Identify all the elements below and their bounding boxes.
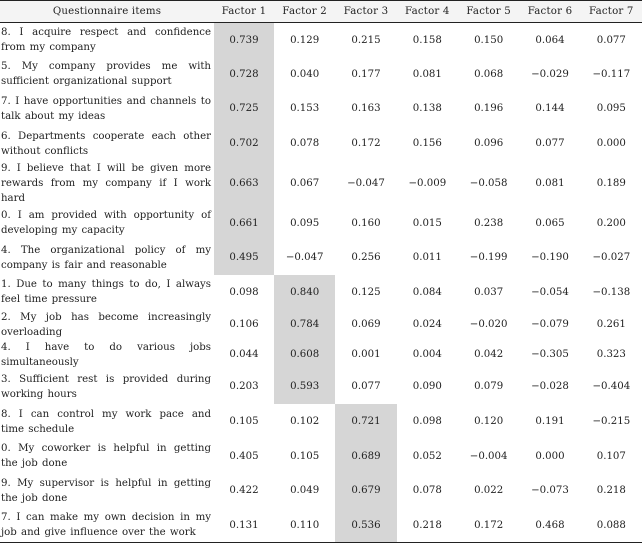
table-row (0, 310, 642, 340)
table-row (0, 92, 642, 127)
table-row (0, 126, 642, 161)
loading-value-factor-6: −0.029 (531, 68, 569, 80)
loading-value-factor-4: 0.156 (412, 138, 442, 150)
loading-value-factor-6: 0.077 (535, 138, 565, 150)
loading-value-factor-1: 0.105 (229, 416, 259, 428)
loading-value-factor-6: −0.054 (531, 286, 569, 298)
loading-value-factor-3: 0.160 (351, 217, 381, 229)
loading-value-factor-2: 0.784 (274, 310, 335, 340)
header-factor-1: Factor 1 (214, 1, 274, 23)
table-body (0, 23, 642, 543)
loading-value-factor-7: 0.088 (581, 508, 642, 543)
loading-value-factor-3: 0.679 (335, 473, 396, 508)
loading-value-factor-4: 0.024 (412, 319, 442, 331)
loading-value-factor-4: 0.218 (397, 508, 458, 543)
header-factor-4: Factor 4 (397, 1, 458, 23)
loading-value-factor-6: 0.191 (535, 416, 565, 428)
loading-value-factor-4: 0.052 (412, 450, 442, 462)
loading-value-factor-5: 0.022 (474, 485, 504, 497)
loading-value-factor-5: 0.172 (458, 508, 519, 543)
loading-value-factor-3: 0.172 (351, 138, 381, 150)
loading-value-factor-2: 0.078 (290, 138, 320, 150)
loading-value-factor-1: 0.725 (214, 92, 274, 127)
loading-value-factor-1: 0.661 (214, 206, 274, 241)
questionnaire-item: 7. I have opportunities and channels to talk about my ideas (1, 95, 211, 122)
loading-value-factor-7: 0.107 (596, 450, 626, 462)
loading-value-factor-5: −0.199 (469, 252, 508, 264)
loading-value-factor-3: 0.256 (351, 252, 381, 264)
loading-value-factor-3: 0.163 (351, 103, 381, 115)
loading-value-factor-6: 0.000 (535, 450, 565, 462)
questionnaire-item: 8. I can control my work pace and time schedule (1, 408, 211, 435)
loading-value-factor-4: 0.078 (412, 485, 442, 497)
loading-value-factor-6: 0.144 (535, 103, 565, 115)
questionnaire-item: 8. I acquire respect and confidence from my company (1, 27, 211, 54)
loading-value-factor-7: 0.077 (596, 34, 626, 46)
loading-value-factor-5: 0.196 (474, 103, 504, 115)
loading-value-factor-7: −0.404 (592, 381, 631, 393)
loading-value-factor-4: 0.015 (412, 217, 442, 229)
loading-value-factor-4: 0.011 (412, 252, 442, 264)
loading-value-factor-4: 0.090 (412, 381, 442, 393)
loading-value-factor-6: −0.079 (531, 319, 569, 331)
table-row (0, 161, 642, 206)
loading-value-factor-1: 0.044 (229, 349, 259, 361)
loading-value-factor-3: 0.689 (335, 439, 396, 474)
loading-value-factor-7: −0.117 (592, 68, 631, 80)
loading-value-factor-2: 0.129 (290, 34, 320, 46)
loading-value-factor-4: 0.004 (412, 349, 442, 361)
questionnaire-item: 9. My supervisor is helpful in getting the job done (1, 477, 211, 504)
table-row (0, 206, 642, 241)
questionnaire-item: 4. I have to do various jobs simultaneously (1, 341, 211, 368)
loading-value-factor-2: 0.040 (290, 68, 320, 80)
loading-value-factor-4: 0.138 (412, 103, 442, 115)
loading-value-factor-5: 0.068 (474, 68, 504, 80)
loading-value-factor-2: 0.102 (290, 416, 320, 428)
loading-value-factor-2: 0.840 (274, 275, 335, 310)
loading-value-factor-6: −0.028 (531, 381, 569, 393)
questionnaire-item: 4. The organizational policy of my company is fair and reasonable (1, 244, 211, 271)
loading-value-factor-3: 0.536 (335, 508, 396, 543)
loading-value-factor-2: 0.067 (290, 177, 320, 189)
header-factor-5: Factor 5 (458, 1, 519, 23)
loading-value-factor-1: 0.663 (214, 161, 274, 206)
table-row (0, 23, 642, 58)
questionnaire-item: 1. Due to many things to do, I always feel time pressure (1, 279, 211, 306)
loading-value-factor-1: 0.106 (229, 319, 259, 331)
loading-value-factor-7: 0.261 (596, 319, 626, 331)
questionnaire-item: 0. My coworker is helpful in getting the job done (1, 443, 211, 470)
loading-value-factor-1: 0.702 (214, 126, 274, 161)
loading-value-factor-7: −0.138 (592, 286, 631, 298)
loading-value-factor-6: 0.065 (535, 217, 565, 229)
table-row (0, 275, 642, 310)
loading-value-factor-7: 0.189 (596, 177, 626, 189)
table-row (0, 473, 642, 508)
loading-value-factor-2: 0.593 (274, 370, 335, 405)
loading-value-factor-7: 0.200 (596, 217, 626, 229)
loading-value-factor-1: 0.739 (214, 23, 274, 58)
table-row (0, 57, 642, 92)
table-row (0, 340, 642, 370)
header-factor-3: Factor 3 (335, 1, 396, 23)
header-factor-6: Factor 6 (519, 1, 580, 23)
loading-value-factor-4: 0.158 (412, 34, 442, 46)
loading-value-factor-3: 0.177 (351, 68, 381, 80)
table-row (0, 240, 642, 275)
loading-value-factor-6: −0.073 (531, 485, 569, 497)
loading-value-factor-4: 0.098 (412, 416, 442, 428)
loading-value-factor-3: 0.001 (351, 349, 381, 361)
loading-value-factor-2: −0.047 (285, 252, 324, 264)
questionnaire-item: 6. Departments cooperate each other without conflicts (1, 130, 211, 157)
table-row (0, 439, 642, 474)
loading-value-factor-7: 0.323 (596, 349, 626, 361)
loading-value-factor-5: 0.096 (474, 138, 504, 150)
loading-value-factor-5: 0.150 (474, 34, 504, 46)
loading-value-factor-5: 0.079 (474, 381, 504, 393)
loading-value-factor-6: −0.190 (531, 252, 569, 264)
loading-value-factor-4: 0.081 (412, 68, 442, 80)
loading-value-factor-2: 0.153 (290, 103, 320, 115)
loading-value-factor-1: 0.495 (214, 240, 274, 275)
questionnaire-item: 2. My job has become increasingly overloading (1, 311, 211, 338)
loading-value-factor-1: 0.422 (229, 485, 259, 497)
loading-value-factor-5: −0.058 (469, 177, 508, 189)
loading-value-factor-5: 0.238 (474, 217, 504, 229)
loading-value-factor-7: −0.027 (592, 252, 631, 264)
loading-value-factor-2: 0.110 (274, 508, 335, 543)
loading-value-factor-3: 0.721 (335, 404, 396, 439)
questionnaire-item: 7. I can make my own decision in my job and give influence over the work (0, 508, 214, 543)
loading-value-factor-5: −0.020 (469, 319, 508, 331)
loading-value-factor-2: 0.105 (290, 450, 320, 462)
loading-value-factor-6: 0.081 (535, 177, 565, 189)
loading-value-factor-2: 0.608 (274, 340, 335, 370)
loading-value-factor-7: 0.218 (596, 485, 626, 497)
loading-value-factor-7: 0.095 (596, 103, 626, 115)
loading-value-factor-3: 0.069 (351, 319, 381, 331)
questionnaire-item: 0. I am provided with opportunity of developing my capacity (1, 210, 211, 237)
loading-value-factor-5: 0.120 (474, 416, 504, 428)
questionnaire-item: 3. Sufficient rest is provided during working hours (1, 373, 211, 400)
loading-value-factor-2: 0.049 (290, 485, 320, 497)
table-row (0, 404, 642, 439)
loading-value-factor-6: 0.064 (535, 34, 565, 46)
loading-value-factor-5: 0.042 (474, 349, 504, 361)
loading-value-factor-5: 0.037 (474, 286, 504, 298)
questionnaire-item: 9. I believe that I will be given more rewards from my company if I work hard (1, 162, 211, 204)
header-row (0, 1, 642, 23)
header-factor-2: Factor 2 (274, 1, 335, 23)
loading-value-factor-6: −0.305 (531, 349, 569, 361)
loading-value-factor-4: 0.084 (412, 286, 442, 298)
loading-value-factor-2: 0.095 (290, 217, 320, 229)
table-row (0, 370, 642, 405)
loading-value-factor-5: −0.004 (469, 450, 508, 462)
loading-value-factor-7: −0.215 (592, 416, 631, 428)
loading-value-factor-4: −0.009 (408, 177, 447, 189)
loading-value-factor-3: 0.215 (351, 34, 381, 46)
loading-value-factor-3: 0.125 (351, 286, 381, 298)
loading-value-factor-6: 0.468 (519, 508, 580, 543)
loading-value-factor-3: 0.077 (351, 381, 381, 393)
table-row (0, 508, 642, 543)
loading-value-factor-1: 0.203 (229, 381, 259, 393)
questionnaire-item: 5. My company provides me with sufficient organizational support (1, 61, 211, 88)
loading-value-factor-3: −0.047 (347, 177, 385, 189)
header-questionnaire-items: Questionnaire items (0, 1, 214, 23)
header-factor-7: Factor 7 (581, 1, 642, 23)
loading-value-factor-7: 0.000 (596, 138, 626, 150)
loading-value-factor-1: 0.098 (229, 286, 259, 298)
loading-value-factor-1: 0.405 (229, 450, 259, 462)
loading-value-factor-1: 0.728 (214, 57, 274, 92)
loading-value-factor-1: 0.131 (214, 508, 274, 543)
